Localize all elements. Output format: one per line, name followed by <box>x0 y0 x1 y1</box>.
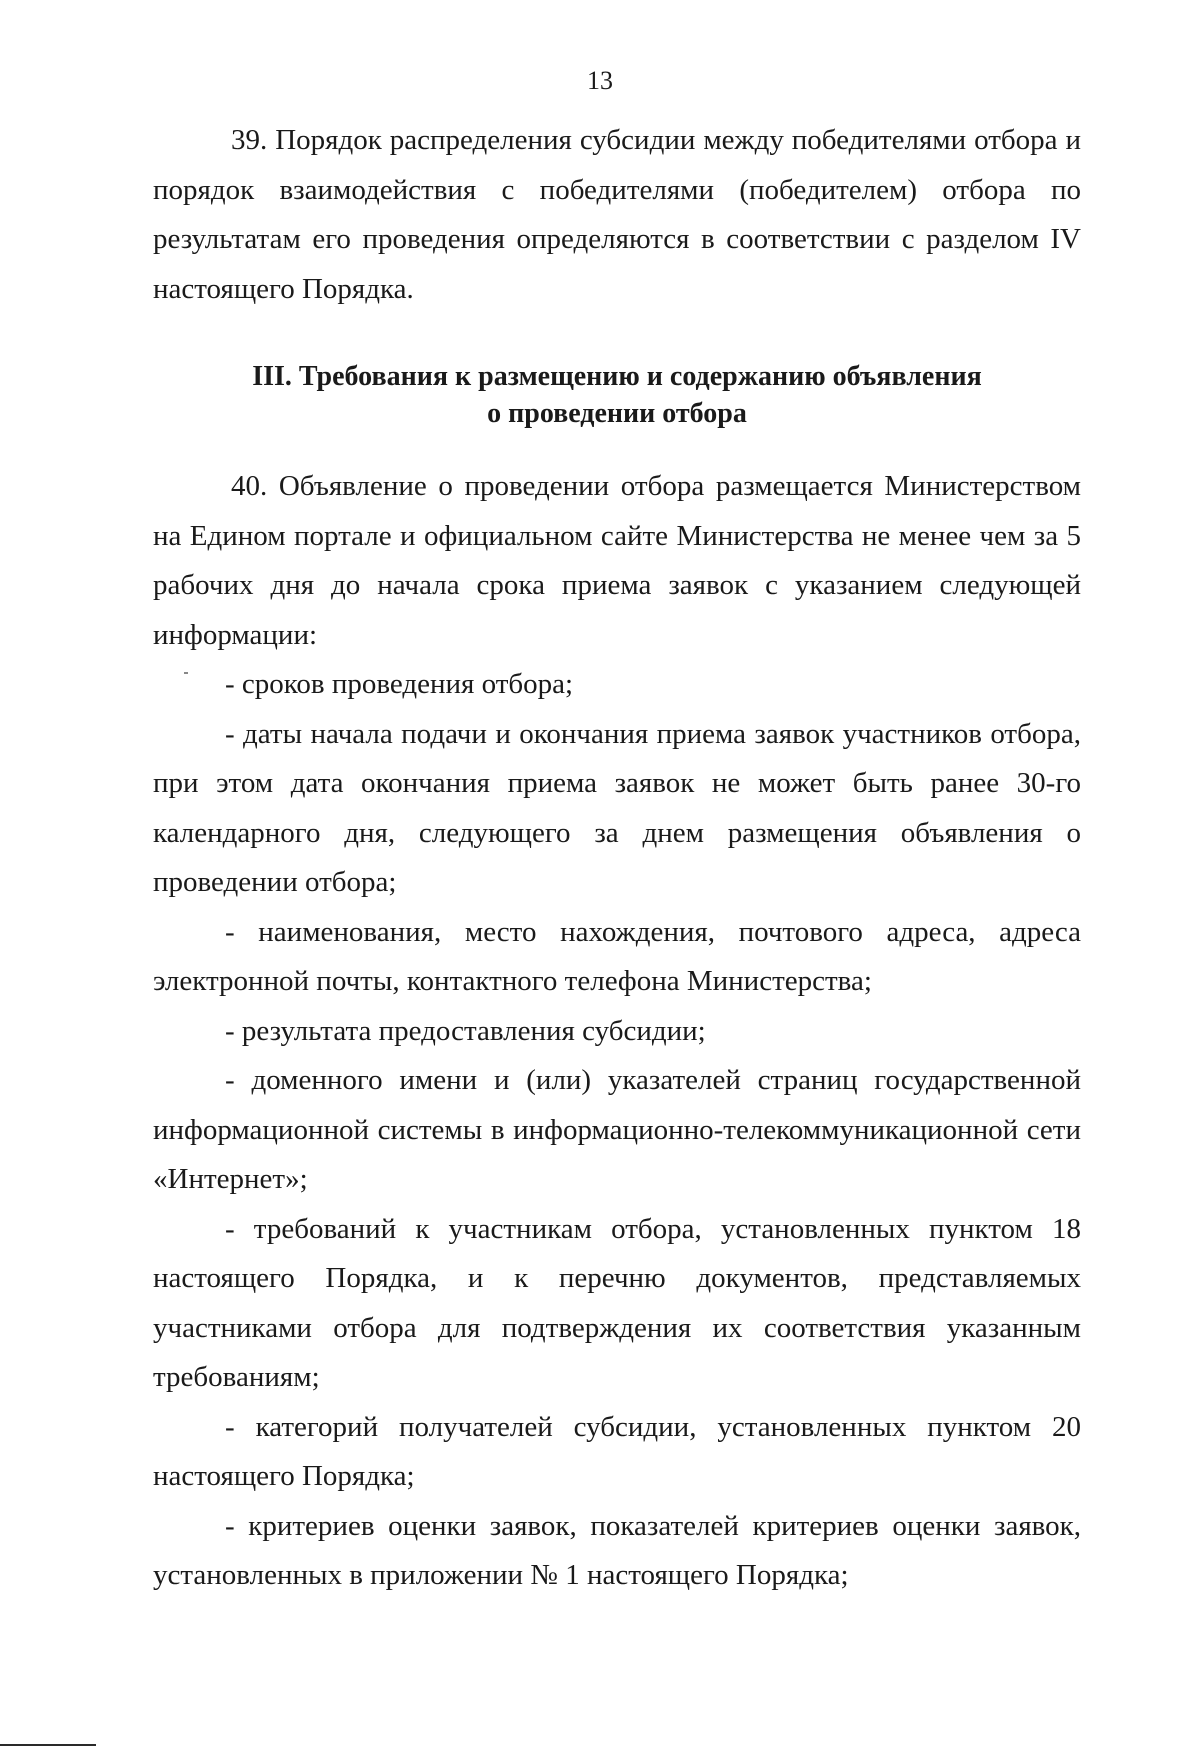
list-item-dates: - даты начала подачи и окончания приема заявок участников отбора, при этом дата окончания приема заявок не может быть ранее 30-го календарного дня, следующего за днем размещения объявления о проведении отбора; <box>153 717 1081 898</box>
list-item-criteria: - критериев оценки заявок, показателей критериев оценки заявок, установленных в приложении № 1 настоящего Порядка; <box>153 1509 1081 1591</box>
page-number: 13 <box>587 66 613 95</box>
scan-speck <box>184 672 188 674</box>
paragraph-40: 40. Объявление о проведении отбора размещается Министерством на Едином портале и официальном сайте Министерства не менее чем за 5 рабочих дня до начала срока приема заявок с указанием следующей информации: <box>153 470 1081 651</box>
list-item-domain: - доменного имени и (или) указателей страниц государственной информационной системы в информационно-телекоммуникационной сети «Интернет»; <box>153 1064 1081 1195</box>
list-item-categories: - категорий получателей субсидии, установленных пунктом 20 настоящего Порядка; <box>153 1410 1081 1492</box>
section-heading <box>153 358 1081 432</box>
list-item-contacts: - наименования, место нахождения, почтового адреса, адреса электронной почты, контактного телефона Министерства; <box>153 915 1081 997</box>
section-heading-line-2: о проведении отбора <box>487 398 747 429</box>
list-item-requirements: - требований к участникам отбора, установленных пунктом 18 настоящего Порядка, и к перечню документов, представляемых участниками отбора для подтверждения их соответствия указанным требованиям; <box>153 1212 1081 1393</box>
document-body <box>153 116 1081 1601</box>
paragraph-39: 39. Порядок распределения субсидии между победителями отбора и порядок взаимодействия с победителями (победителем) отбора по результатам его проведения определяются в соответствии с разделом IV настоящего Порядка. <box>153 124 1081 305</box>
scan-edge-mark <box>0 1744 96 1746</box>
list-item-deadlines: - сроков проведения отбора; <box>225 668 574 700</box>
list-item-result: - результата предоставления субсидии; <box>225 1014 706 1047</box>
section-heading-line-1: III. Требования к размещению и содержанию объявления <box>252 361 982 392</box>
